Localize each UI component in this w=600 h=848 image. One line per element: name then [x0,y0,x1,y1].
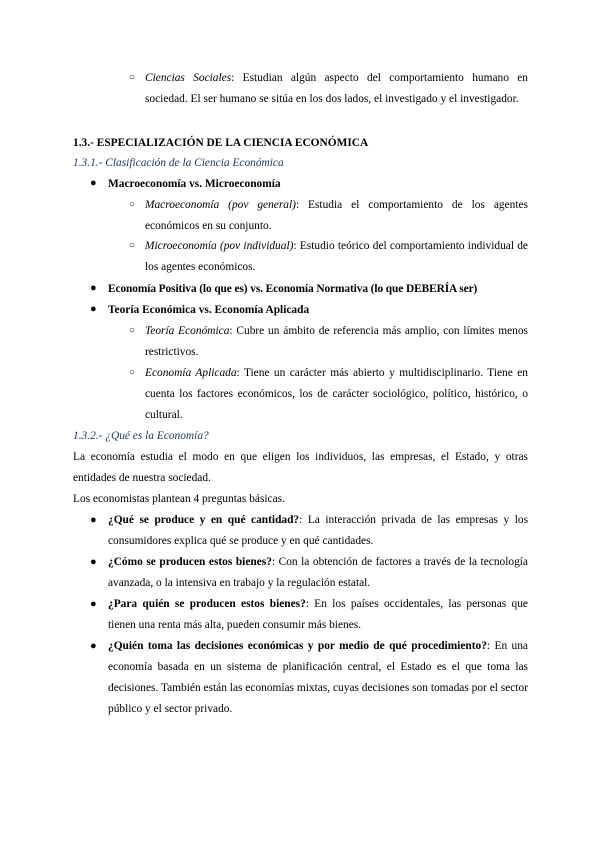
question-item: ¿Para quién se producen estos bienes?: En los países occidentales, las personas que tienen una renta más alta, pueden consumir más bienes. [108,598,528,631]
circle-bullet-icon: ○ [129,240,136,251]
question-item: ¿Qué se produce y en qué cantidad?: La interacción privada de las empresas y los consumidores explica qué se produce y en qué cantidades. [108,514,528,547]
bullet-icon: ● [90,303,97,315]
bullet-icon: ● [90,556,97,568]
classification-subitem: Microeconomía (pov individual): Estudio teórico del comportamiento individual de los agentes económicos. [145,240,528,273]
bullet-icon: ● [90,598,97,610]
intro-term: Ciencias Sociales [145,72,232,84]
bullet-icon: ● [90,514,97,526]
bullet-icon: ● [90,640,97,652]
bullet-icon: ● [90,282,97,294]
classification-item: Economía Positiva (lo que es) vs. Economía Normativa (lo que DEBERÍA ser) [108,283,478,295]
intro-item [145,68,528,110]
paragraph: Los economistas plantean 4 preguntas básicas. [73,493,285,505]
section-title: 1.3.- ESPECIALIZACIÓN DE LA CIENCIA ECONÓMICA [73,137,369,149]
circle-bullet-icon: ○ [129,72,136,83]
subsection-1-title: 1.3.1.- Clasificación de la Ciencia Económica [73,157,284,169]
classification-subitem: Economía Aplicada: Tiene un carácter más abierto y multidisciplinario. Tiene en cuenta los factores económicos, los de carácter sociológico, político, histórico, o cultural. [145,367,528,421]
classification-item: Teoría Económica vs. Economía Aplicada [108,304,310,316]
subsection-2-title: 1.3.2.- ¿Qué es la Economía? [73,430,209,442]
question-item: ¿Quién toma las decisiones económicas y por medio de qué procedimiento?: En una economía basada en un sistema de planificación central, el Estado es el que toma las decisiones. También están las economías mixtas, cuyas decisiones son tomadas por el sector público y el sector privado. [108,640,528,715]
circle-bullet-icon: ○ [129,325,136,336]
intro-text: : Estudian algún aspecto del comportamiento humano en sociedad. El ser humano se sitúa en los dos lados, el investigado y el investigador. [145,72,528,105]
classification-subitem: Macroeconomía (pov general): Estudia el comportamiento de los agentes económicos en su conjunto. [145,199,528,232]
circle-bullet-icon: ○ [129,367,136,378]
bullet-icon: ● [90,177,97,189]
paragraph: La economía estudia el modo en que eligen los individuos, las empresas, el Estado, y otras entidades de nuestra sociedad. [73,451,528,484]
circle-bullet-icon: ○ [129,199,136,210]
classification-subitem: Teoría Económica: Cubre un ámbito de referencia más amplio, con límites menos restrictivos. [145,325,528,358]
question-item: ¿Cómo se producen estos bienes?: Con la obtención de factores a través de la tecnología avanzada, o la intensiva en trabajo y la regulación estatal. [108,556,528,589]
classification-item: Macroeconomía vs. Microeconomía [108,178,281,190]
